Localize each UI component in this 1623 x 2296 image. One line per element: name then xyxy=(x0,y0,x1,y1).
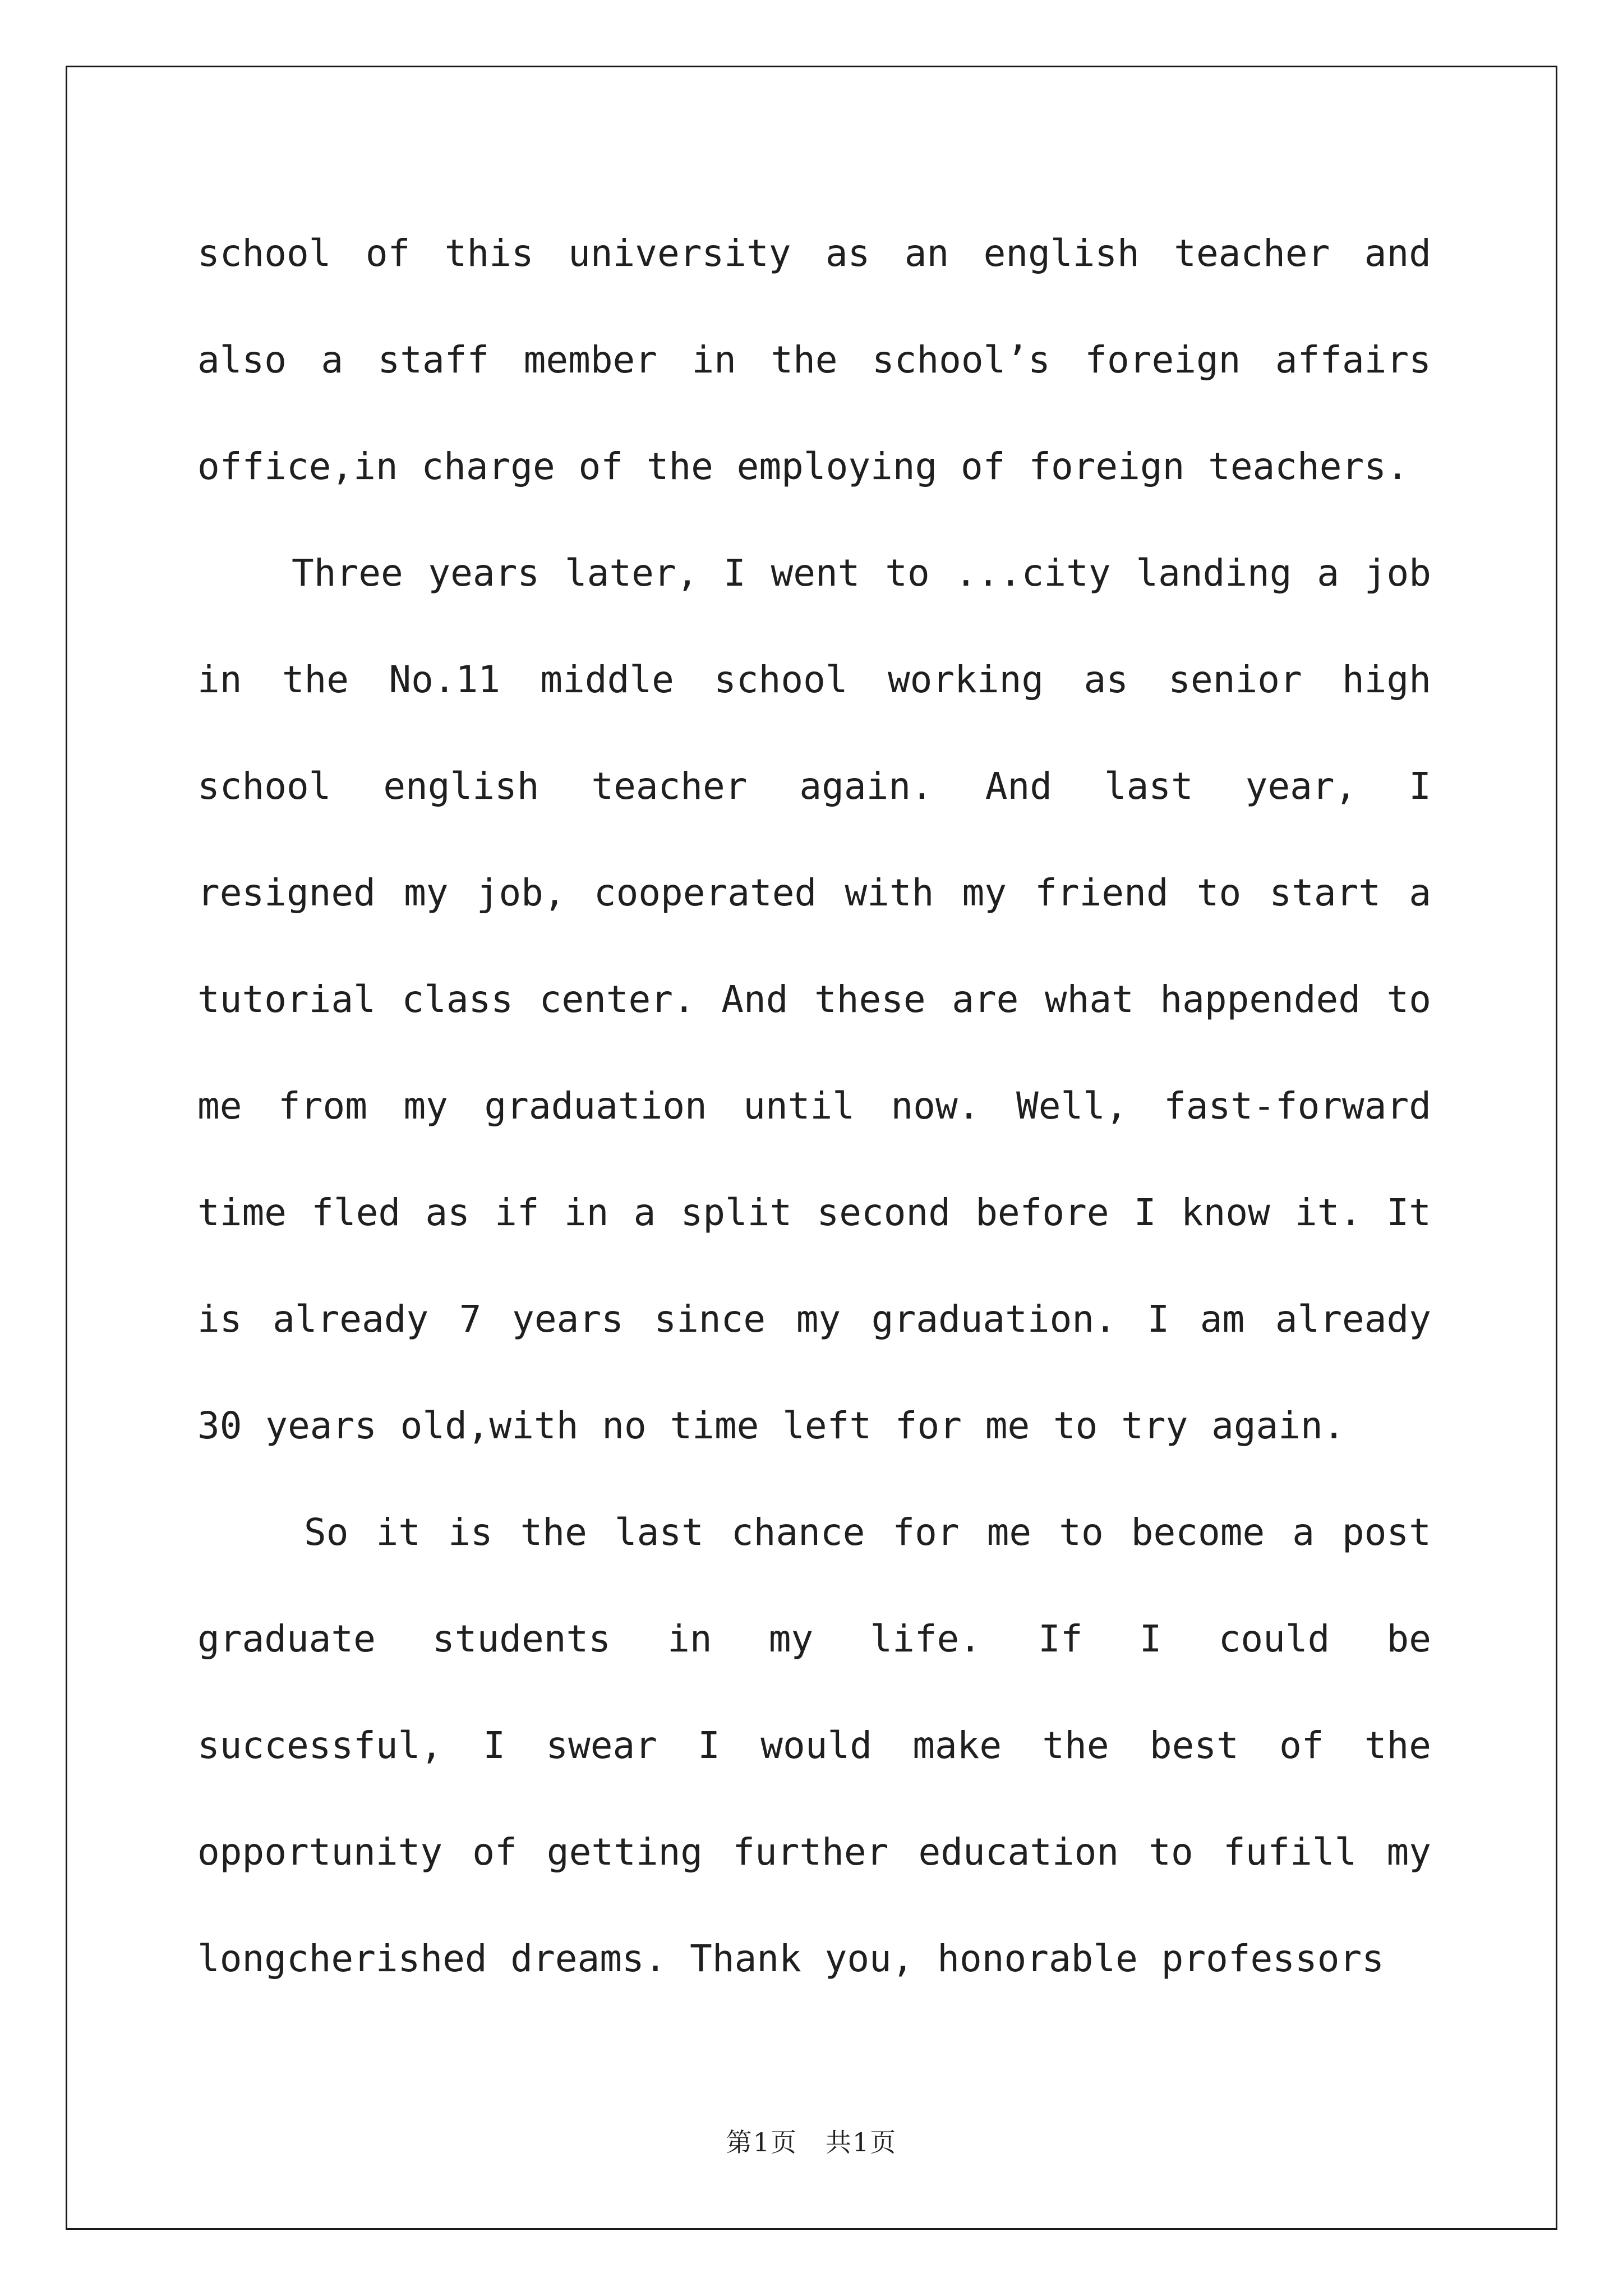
paragraph-3: So it is the last chance for me to become a post graduate students in my life. If I could be successful, I swear I would make the best of the opportunity of getting further education to fufill my longcherished dreams. Thank you, honorable professors xyxy=(197,1511,1431,1980)
page-footer xyxy=(0,2122,1623,2159)
paragraph-1: school of this university as an english teacher and also a staff member in the school’s foreign affairs office,in charge of the employing of foreign teachers. xyxy=(197,232,1431,488)
paragraph-2: Three years later, I went to ...city landing a job in the No.11 middle school working as senior high school english teacher again. And last year, I resigned my job, cooperated with my friend to start a tutorial class center. And these are what happended to me from my graduation until now. Well, fast-forward time fled as if in a split second before I know it. It is already 7 years since my graduation. I am already 30 years old,with no time left for me to try again. xyxy=(197,551,1431,1447)
page-total: 共1页 xyxy=(825,2127,897,2157)
document-body xyxy=(197,200,1431,2012)
page-number: 第1页 xyxy=(726,2127,798,2157)
